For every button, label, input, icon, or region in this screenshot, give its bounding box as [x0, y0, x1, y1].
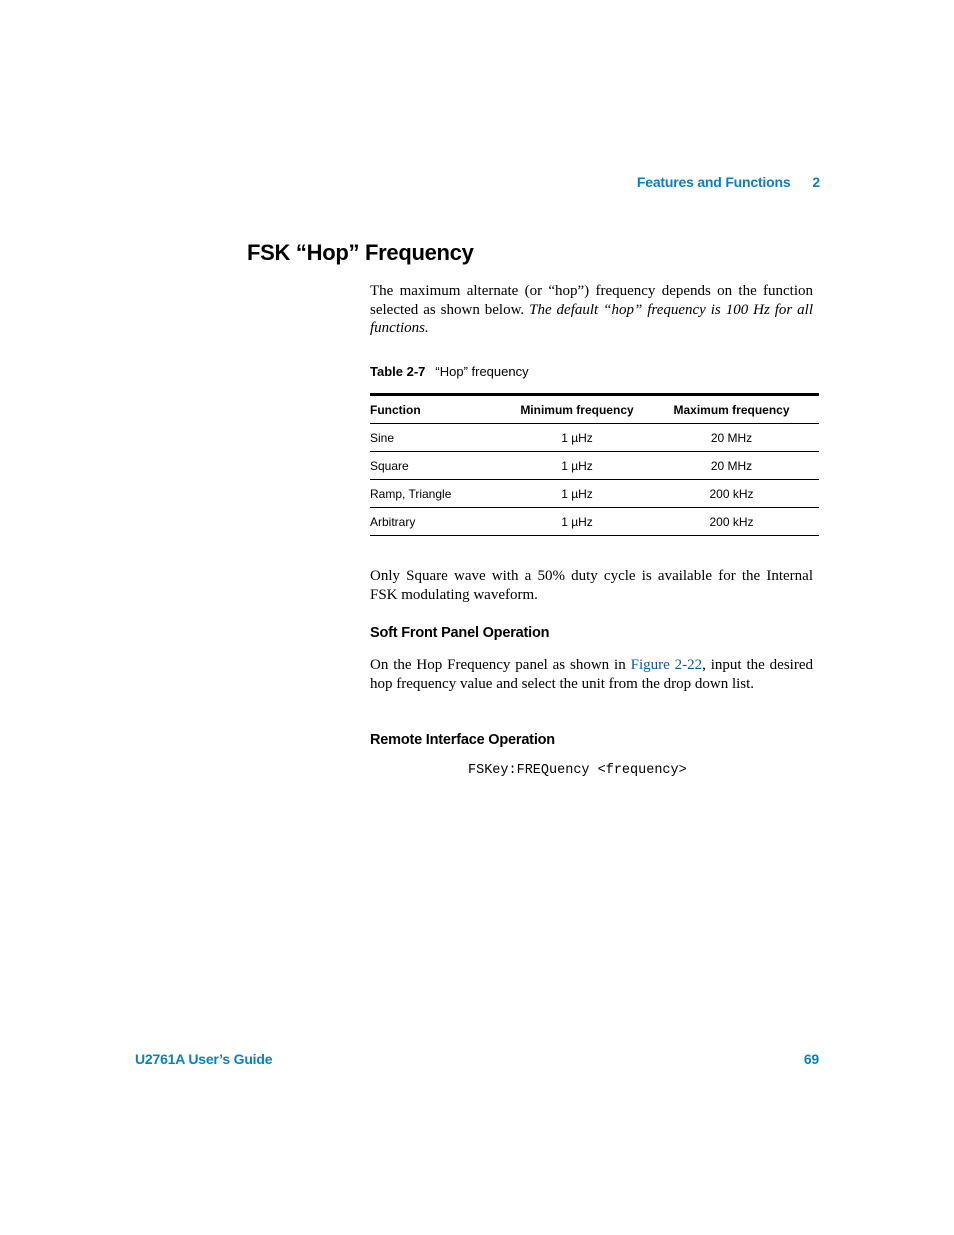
- remote-heading: Remote Interface Operation: [370, 732, 555, 748]
- table-caption: [370, 364, 529, 379]
- soft-panel-heading: Soft Front Panel Operation: [370, 625, 550, 641]
- intro-paragraph: [370, 282, 813, 338]
- table-header-row: [370, 395, 819, 424]
- intro-text: The maximum alternate (or “hop”) frequency depends on the function selected as shown below.: [370, 283, 813, 318]
- chapter-number: 2: [812, 174, 820, 190]
- section-title: Features and Functions: [636, 174, 791, 190]
- table-row: [370, 424, 819, 452]
- cell-function: Arbitrary: [370, 514, 416, 529]
- table-row: [370, 452, 819, 480]
- scpi-command: FSKey:FREQuency <frequency>: [468, 763, 687, 778]
- column-header-maximum-frequency: Maximum frequency: [673, 402, 790, 417]
- footer-guide-title: U2761A User’s Guide: [135, 1051, 273, 1067]
- cell-maximum: 20 MHz: [710, 430, 753, 445]
- figure-link[interactable]: Figure 2-22: [630, 657, 703, 673]
- note-paragraph: Only Square wave with a 50% duty cycle is available for the Internal FSK modulating waveform.: [370, 568, 813, 603]
- table-caption-text: “Hop” frequency: [435, 364, 529, 379]
- cell-minimum: 1 µHz: [561, 486, 593, 501]
- soft-panel-text-before: On the Hop Frequency panel as shown in: [370, 657, 631, 673]
- cell-minimum: 1 µHz: [561, 458, 593, 473]
- column-header-minimum-frequency: Minimum frequency: [520, 402, 634, 417]
- cell-function: Sine: [370, 430, 395, 445]
- page-title: FSK “Hop” Frequency: [247, 240, 474, 265]
- cell-maximum: 200 kHz: [709, 486, 754, 501]
- table-row: [370, 480, 819, 508]
- cell-maximum: 20 MHz: [710, 458, 753, 473]
- cell-minimum: 1 µHz: [561, 430, 593, 445]
- hop-frequency-table: [370, 393, 819, 536]
- table-caption-label: Table 2-7: [370, 364, 426, 379]
- running-header: [560, 174, 820, 190]
- soft-panel-text-after: , input the desired hop frequency value and select the unit from the drop down list.: [370, 657, 813, 692]
- intro-italic-text: The default “hop” frequency is 100 Hz for all functions.: [370, 301, 813, 336]
- footer-page-number: 69: [803, 1051, 819, 1067]
- cell-maximum: 200 kHz: [709, 514, 754, 529]
- cell-function: Square: [370, 458, 409, 473]
- column-header-function: Function: [370, 402, 421, 417]
- soft-panel-paragraph: [370, 656, 813, 693]
- cell-function: Ramp, Triangle: [370, 486, 452, 501]
- table-row: [370, 508, 819, 536]
- cell-minimum: 1 µHz: [561, 514, 593, 529]
